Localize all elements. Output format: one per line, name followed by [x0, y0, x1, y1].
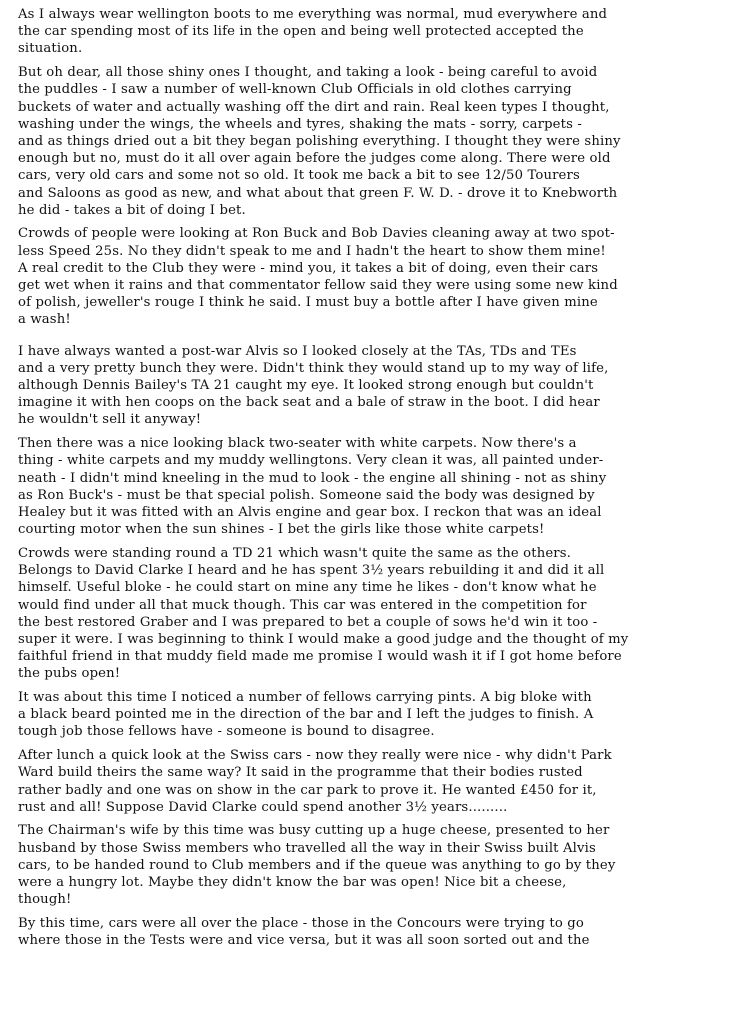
- text-line: Ward build theirs the same way? It said in the programme that their bodies rusted: [18, 765, 583, 781]
- text-line: courting motor when the sun shines - I bet the girls like those white carpets!: [18, 522, 545, 538]
- text-line: neath - I didn't mind kneeling in the mud to look - the engine all shining - not as shiny: [18, 470, 607, 486]
- text-line: Belongs to David Clarke I heard and he has spent 3½ years rebuilding it and did it all: [18, 563, 605, 579]
- text-line: tough job those fellows have - someone is bound to disagree.: [18, 724, 435, 740]
- text-line: he did - takes a bit of doing I bet.: [18, 202, 246, 218]
- text-line: rust and all! Suppose David Clarke could spend another 3½ years.........: [18, 799, 508, 815]
- text-line: where those in the Tests were and vice versa, but it was all soon sorted out and the: [18, 933, 590, 949]
- text-line: the pubs open!: [18, 666, 121, 682]
- text-line: he wouldn't sell it anyway!: [18, 412, 202, 428]
- paragraph: [18, 822, 730, 908]
- text-line: the puddles - I saw a number of well-known Club Officials in old clothes carrying: [18, 82, 572, 98]
- paragraph: [18, 915, 730, 949]
- text-line: were a hungry lot. Maybe they didn't know the bar was open! Nice bit a cheese,: [18, 875, 567, 891]
- text-line: thing - white carpets and my muddy wellingtons. Very clean it was, all painted under-: [18, 453, 604, 469]
- text-line: less Speed 25s. No they didn't speak to me and I hadn't the heart to show them mine!: [18, 243, 606, 259]
- paragraph: [18, 6, 730, 58]
- paragraph: [18, 343, 730, 429]
- text-line: super it were. I was beginning to think I would make a good judge and the thought of my: [18, 631, 629, 647]
- text-line: himself. Useful bloke - he could start on mine any time he likes - don't know what he: [18, 580, 597, 596]
- text-line: Crowds of people were looking at Ron Buck and Bob Davies cleaning away at two spot-: [18, 226, 615, 242]
- text-line: although Dennis Bailey's TA 21 caught my eye. It looked strong enough but couldn't: [18, 378, 594, 394]
- document-page: [18, 6, 730, 956]
- text-line: situation.: [18, 41, 83, 57]
- paragraph: [18, 747, 730, 816]
- text-line: As I always wear wellington boots to me everything was normal, mud everywhere and: [18, 7, 608, 22]
- text-line: faithful friend in that muddy field made me promise I would wash it if I got home before: [18, 649, 622, 665]
- paragraph: [18, 435, 730, 538]
- text-line: the car spending most of its life in the open and being well protected accepted the: [18, 24, 584, 40]
- text-line: A real credit to the Club they were - mind you, it takes a bit of doing, even their cars: [18, 260, 599, 276]
- text-line: husband by those Swiss members who travelled all the way in their Swiss built Alvis: [18, 840, 596, 856]
- text-line: I have always wanted a post-war Alvis so I looked closely at the TAs, TDs and TEs: [18, 343, 577, 359]
- text-line: though!: [18, 892, 72, 908]
- paragraph: [18, 225, 730, 328]
- text-line: and Saloons as good as new, and what about that green F. W. D. - drove it to Knebworth: [18, 185, 618, 201]
- text-line: Then there was a nice looking black two-seater with white carpets. Now there's a: [18, 436, 577, 452]
- text-line: as Ron Buck's - must be that special polish. Someone said the body was designed by: [18, 487, 595, 503]
- text-line: a black beard pointed me in the direction of the bar and I left the judges to finish. A: [18, 707, 594, 723]
- text-line: and a very pretty bunch they were. Didn't think they would stand up to my way of life,: [18, 360, 609, 376]
- text-line: By this time, cars were all over the place - those in the Concours were trying to go: [18, 915, 584, 931]
- text-line: a wash!: [18, 312, 71, 328]
- text-line: and as things dried out a bit they began polishing everything. I thought they were shiny: [18, 133, 621, 149]
- text-line: washing under the wings, the wheels and tyres, shaking the mats - sorry, carpets -: [18, 116, 582, 132]
- text-line: the best restored Graber and I was prepared to bet a couple of sows he'd win it too -: [18, 614, 598, 630]
- text-line: imagine it with hen coops on the back seat and a bale of straw in the boot. I did hear: [18, 395, 600, 411]
- paragraph: [18, 545, 730, 683]
- text-line: buckets of water and actually washing off the dirt and rain. Real keen types I thought,: [18, 99, 610, 115]
- text-line: But oh dear, all those shiny ones I thought, and taking a look - being careful to avoid: [18, 65, 598, 81]
- paragraph: [18, 64, 730, 219]
- text-line: would find under all that muck though. This car was entered in the competition for: [18, 597, 587, 613]
- text-line: enough but no, must do it all over again before the judges come along. There were old: [18, 151, 611, 167]
- text-line: cars, very old cars and some not so old. It took me back a bit to see 12/50 Tourers: [18, 168, 580, 184]
- text-line: of polish, jeweller's rouge I think he said. I must buy a bottle after I have given mine: [18, 295, 598, 311]
- text-line: Crowds were standing round a TD 21 which wasn't quite the same as the others.: [18, 545, 572, 561]
- text-line: It was about this time I noticed a number of fellows carrying pints. A big bloke with: [18, 690, 592, 706]
- text-line: Healey but it was fitted with an Alvis engine and gear box. I reckon that was an ideal: [18, 504, 602, 520]
- text-line: After lunch a quick look at the Swiss cars - now they really were nice - why didn't Park: [18, 748, 612, 764]
- text-line: cars, to be handed round to Club members and if the queue was anything to go by they: [18, 857, 616, 873]
- text-line: The Chairman's wife by this time was busy cutting up a huge cheese, presented to her: [18, 823, 610, 839]
- text-line: get wet when it rains and that commentator fellow said they were using some new kind: [18, 278, 618, 294]
- paragraph: [18, 689, 730, 741]
- text-line: rather badly and one was on show in the car park to prove it. He wanted £450 for it,: [18, 782, 597, 798]
